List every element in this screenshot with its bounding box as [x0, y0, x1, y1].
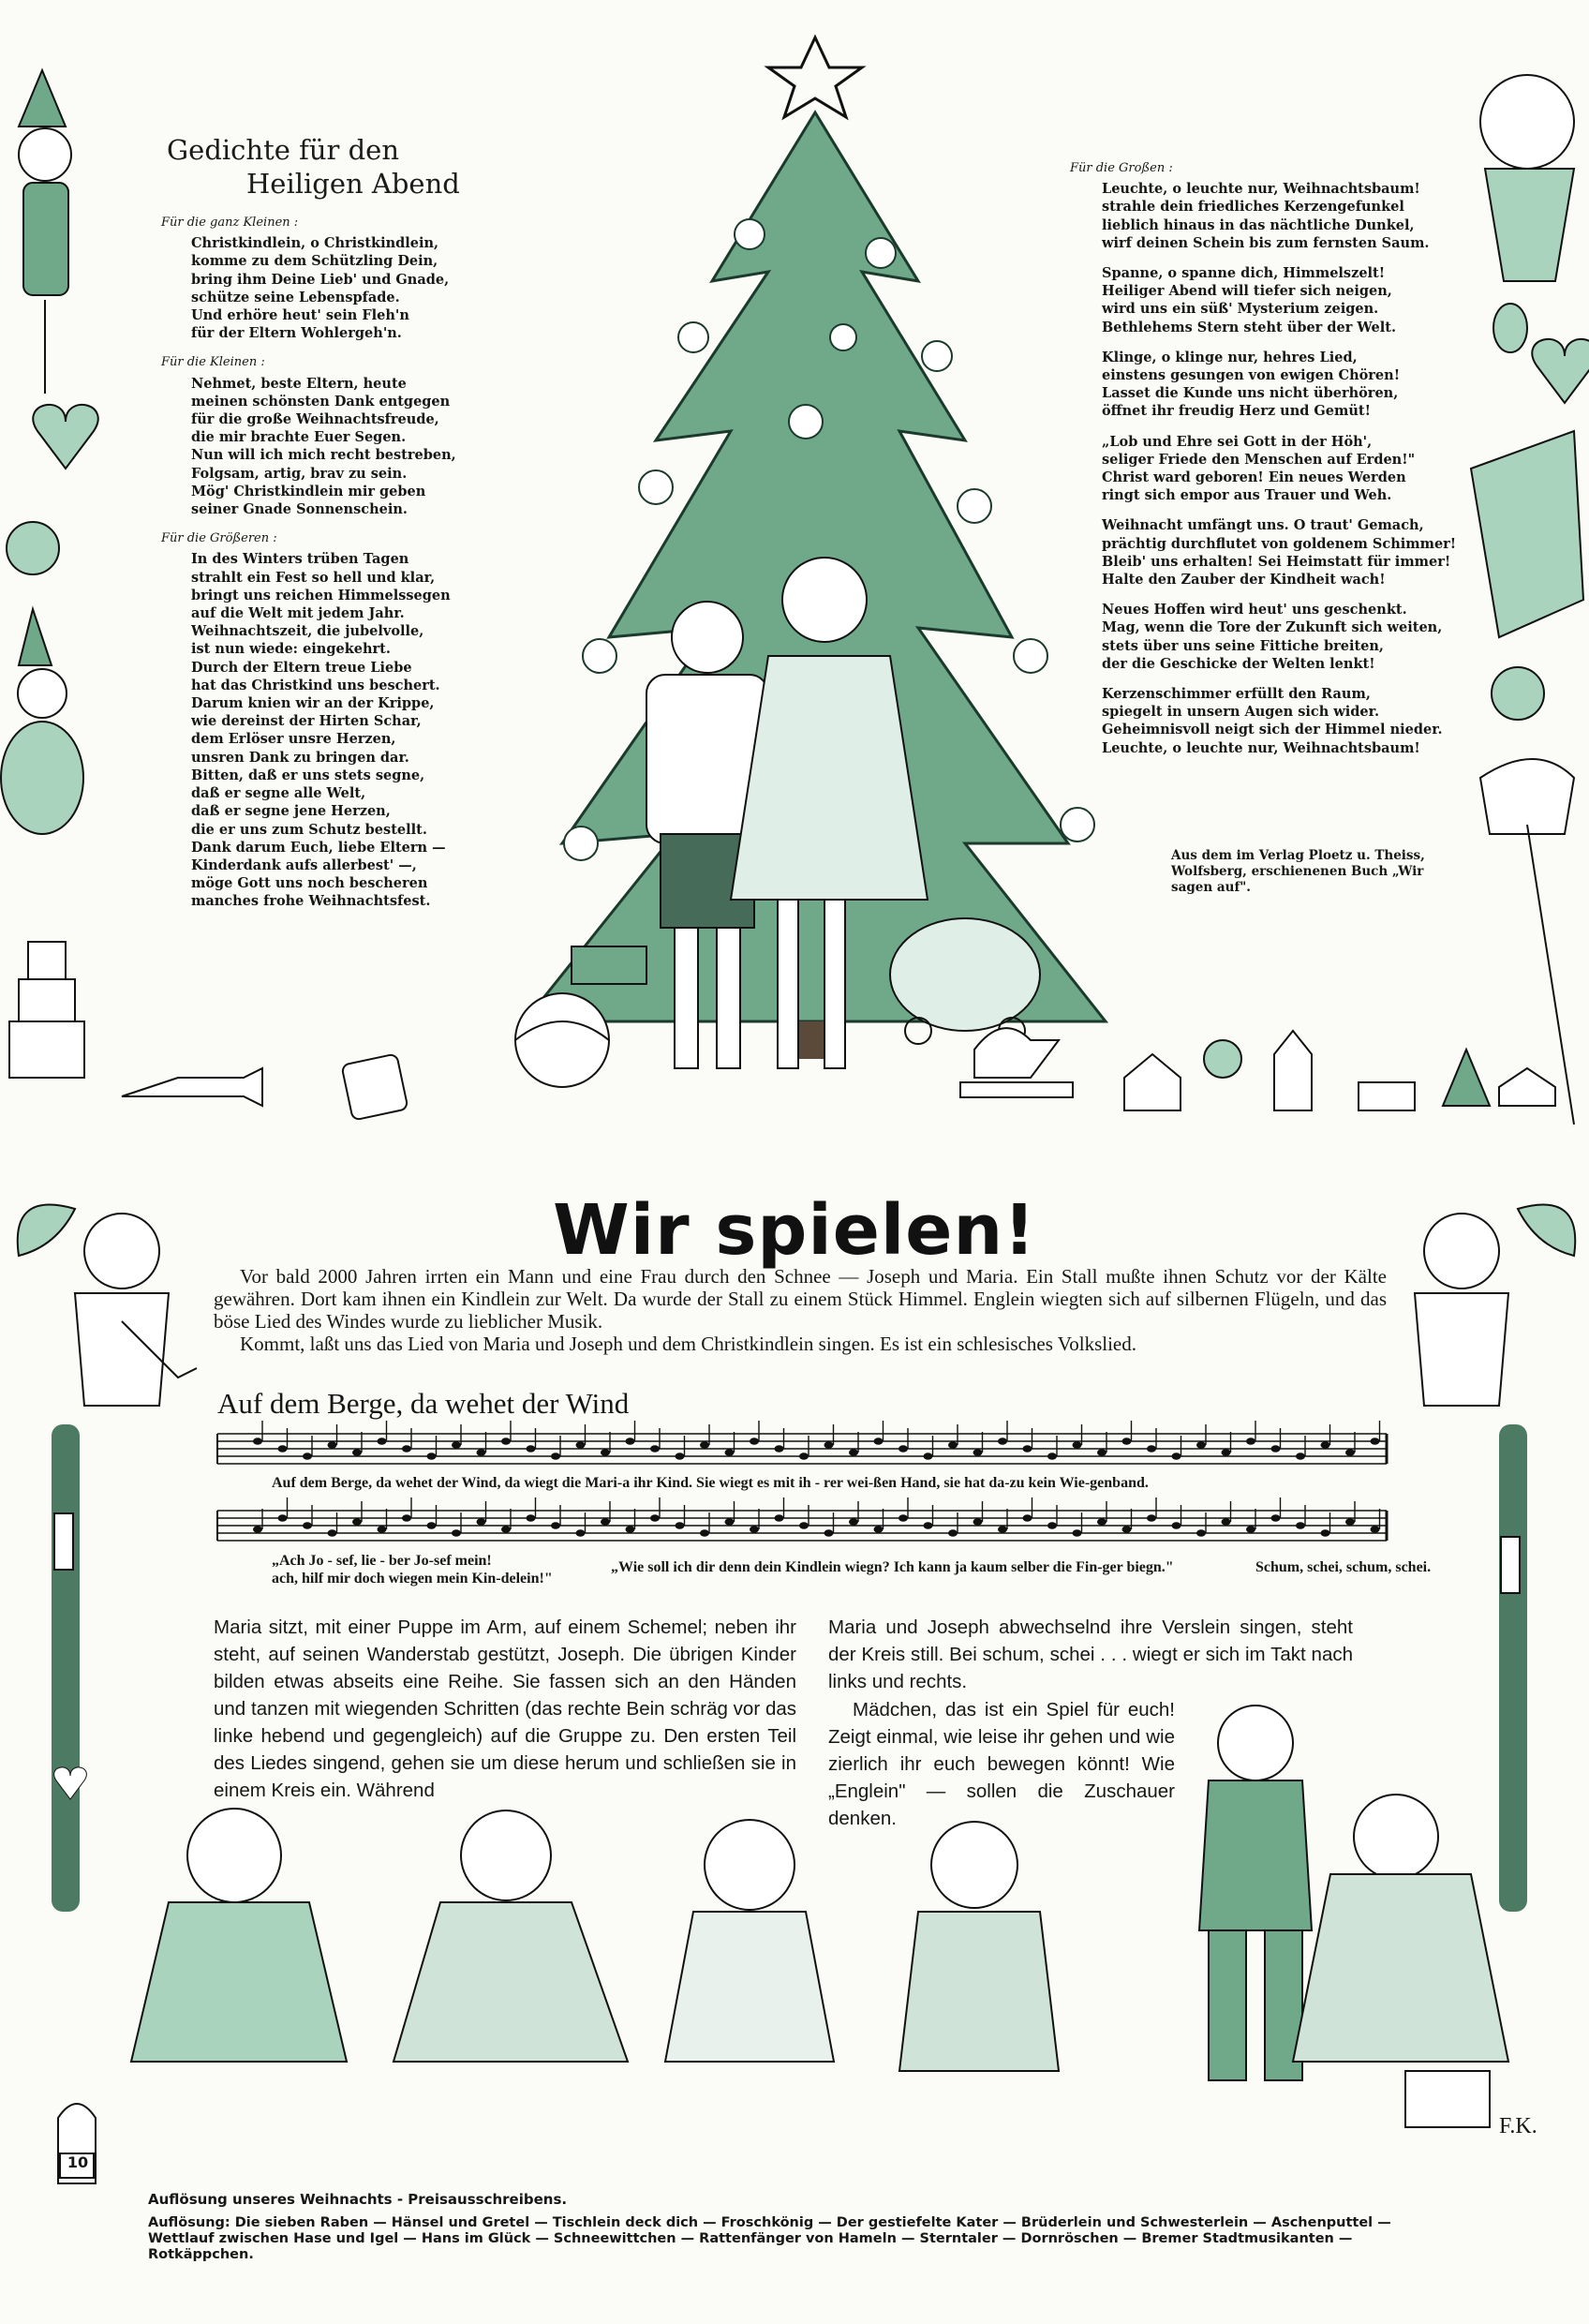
- note-head: [378, 1526, 387, 1533]
- note-head: [328, 1529, 337, 1537]
- note-head: [352, 1518, 362, 1526]
- note-head: [1196, 1529, 1206, 1537]
- solution-heading: Auflösung unseres Weihnachts - Preisausschreibens.: [148, 2191, 568, 2208]
- poems-title-line1: Gedichte für den: [167, 134, 400, 166]
- village-toys-illustration: [1124, 1031, 1555, 1110]
- note-head: [799, 1522, 809, 1529]
- christmas-tree-illustration: [525, 37, 1106, 1059]
- note-head: [750, 1438, 759, 1445]
- song-lyrics-line1: Auf dem Berge, da wehet der Wind, da wiegt die Mari-a ihr Kind. Sie wiegt es mit ih - rer wei-ßen Hand, sie hat da-zu kein Wie-genband.: [272, 1475, 1149, 1491]
- solution-text: Auflösung: Die sieben Raben — Hänsel und Gretel — Tischlein deck dich — Froschkönig — Der gestiefelte Kater — Brüderlein und Schwesterlein — Aschenputtel — Wettlauf zwischen Hase und Igel — Hans im Glück — Schneewittchen — Rattenfänger von Hameln — Sterntaler — Dornröschen — Bremer Stadtmusikanten — Rotkäppchen.: [148, 2215, 1391, 2262]
- note-head: [601, 1518, 610, 1526]
- poem-lines: Nehmet, beste Eltern, heute meinen schönsten Dank entgegen für die große Weihnachtsfreude, die mir brachte Euer Segen. Nun will ich mich recht bestreben, Folgsam, artig, brav zu sein. Mög' Christkindlein mir geben seiner Gnade Sonnenschein.: [191, 375, 456, 518]
- note-head: [924, 1522, 933, 1529]
- lyrics-maria-verse2: ach, hilf mir doch wiegen mein Kin-delein!": [272, 1571, 553, 1587]
- note-head: [874, 1438, 884, 1445]
- note-head: [477, 1449, 486, 1456]
- poems-left-column: [161, 214, 517, 922]
- note-head: [501, 1438, 511, 1445]
- poem-lines: Christkindlein, o Christkindlein, komme zu dem Schützling Dein, bring ihm Deine Lieb' und Gnade, schütze seine Lebenspfade. Und erhöre heut' sein Fleh'n für der Eltern Wohlergeh'n.: [191, 235, 450, 342]
- note-head: [352, 1449, 362, 1456]
- note-head: [849, 1518, 858, 1526]
- note-head: [1172, 1452, 1181, 1460]
- song-lyrics-refrain: Schum, schei, schum, schei.: [1255, 1559, 1432, 1575]
- note-head: [1023, 1514, 1032, 1522]
- poem-stanza: Neues Hoffen wird heut' uns geschenkt. Mag, wenn die Tore der Zukunft sich weiten, stets über uns seine Fittiche breiten, der die Geschicke der Welten lenkt!: [1102, 602, 1443, 672]
- game-instructions-left: Maria sitzt, mit einer Puppe im Arm, auf einem Schemel; neben ihr steht, auf seinen Wanderstab gestützt, Joseph. Die übrigen Kinder bilden etwas abseits eine Reihe. Sie fassen sich an den Händen und tanzen mit wiegenden Schritten (das rechte Bein schräg vor das linke hebend und gegengleich) auf die Gruppe zu. Den ersten Teil des Liedes singend, gehen sie um diese herum und schließen sie in einem Kreis ein. Während: [214, 1616, 796, 1801]
- note-head: [650, 1445, 660, 1452]
- note-head: [676, 1452, 685, 1460]
- garland-right: [1499, 1424, 1527, 1912]
- poem-header: Für die Größeren :: [161, 531, 277, 546]
- note-head: [1147, 1445, 1156, 1452]
- note-head: [452, 1441, 461, 1449]
- page-number: 10: [67, 2153, 89, 2171]
- note-head: [1047, 1522, 1057, 1529]
- note-head: [1296, 1522, 1305, 1529]
- note-head: [1222, 1449, 1231, 1456]
- note-head: [1073, 1441, 1082, 1449]
- note-head: [1296, 1452, 1305, 1460]
- note-head: [924, 1452, 933, 1460]
- poem-block: [161, 214, 517, 342]
- note-head: [725, 1449, 735, 1456]
- note-head: [328, 1441, 337, 1449]
- note-head: [1147, 1514, 1156, 1522]
- note-head: [1321, 1441, 1330, 1449]
- note-head: [799, 1452, 809, 1460]
- note-head: [1371, 1438, 1380, 1445]
- note-head: [1246, 1526, 1255, 1533]
- note-head: [973, 1518, 983, 1526]
- note-head: [725, 1518, 735, 1526]
- poem-block: [161, 529, 517, 910]
- poems-title: [167, 133, 504, 201]
- note-head: [551, 1522, 560, 1529]
- note-head: [1246, 1438, 1255, 1445]
- poem-stanza: Kerzenschimmer erfüllt den Raum, spiegelt in unsern Augen sich wider. Geheimnisvoll neigt sich der Himmel nieder. Leuchte, o leuchte nur, Weihnachtsbaum!: [1102, 686, 1443, 756]
- song-lyrics-joseph: „Wie soll ich dir denn dein Kindlein wiegn? Ich kann ja kaum selber die Fin-ger biegn.": [611, 1559, 1174, 1575]
- note-head: [278, 1514, 288, 1522]
- note-head: [775, 1514, 784, 1522]
- note-head: [898, 1445, 908, 1452]
- note-head: [576, 1441, 586, 1449]
- poems-title-line2: Heiligen Abend: [246, 168, 460, 200]
- intro-paragraph: Kommt, laßt uns das Lied von Maria und Joseph und dem Christkindlein singen. Es ist ein schlesisches Volkslied.: [240, 1333, 1136, 1355]
- note-head: [973, 1449, 983, 1456]
- note-head: [253, 1526, 262, 1533]
- note-head: [948, 1441, 958, 1449]
- game-headline: Wir spielen!: [553, 1190, 1036, 1271]
- note-head: [775, 1445, 784, 1452]
- note-head: [650, 1514, 660, 1522]
- note-head: [750, 1526, 759, 1533]
- note-head: [427, 1452, 437, 1460]
- garland-left: [52, 1424, 86, 1912]
- note-head: [1047, 1452, 1057, 1460]
- note-head: [452, 1529, 461, 1537]
- poem-stanza: Leuchte, o leuchte nur, Weihnachtsbaum! strahle dein friedliches Kerzengefunkel lieblich hinaus in das nächtliche Dunkel, wirf deinen Schein bis zum fernsten Saum.: [1102, 181, 1430, 251]
- note-head: [1345, 1518, 1355, 1526]
- note-head: [527, 1514, 536, 1522]
- note-head: [1271, 1514, 1281, 1522]
- song-title: Auf dem Berge, da wehet der Wind: [217, 1387, 630, 1420]
- right-border-decorations: [1471, 75, 1589, 1125]
- note-head: [849, 1449, 858, 1456]
- note-head: [278, 1445, 288, 1452]
- note-head: [1172, 1522, 1181, 1529]
- note-head: [824, 1529, 834, 1537]
- lyrics-maria-verse1: „Ach Jo - sef, lie - ber Jo-sef mein!: [272, 1553, 492, 1569]
- song-lyrics-maria: [272, 1552, 553, 1587]
- note-head: [601, 1449, 610, 1456]
- note-head: [1271, 1445, 1281, 1452]
- note-head: [576, 1529, 586, 1537]
- poem-header: Für die ganz Kleinen :: [161, 216, 299, 230]
- note-head: [1321, 1529, 1330, 1537]
- note-head: [551, 1452, 560, 1460]
- note-head: [700, 1441, 709, 1449]
- note-head: [898, 1514, 908, 1522]
- note-head: [378, 1438, 387, 1445]
- poem-stanza: „Lob und Ehre sei Gott in der Höh', seliger Friede den Menschen auf Erden!" Christ ward geboren! Ein neues Werden ringt sich empor aus Trauer und Weh.: [1102, 433, 1416, 504]
- note-head: [874, 1526, 884, 1533]
- note-head: [1371, 1526, 1380, 1533]
- poems-right-column: [1070, 159, 1463, 769]
- note-head: [1097, 1518, 1106, 1526]
- note-head: [1345, 1449, 1355, 1456]
- note-head: [501, 1526, 511, 1533]
- page-number-lantern-icon: [58, 2104, 96, 2183]
- poem-lines: In des Winters trüben Tagen strahlt ein Fest so hell und klar, bringt uns reichen Himmelssegen auf die Welt mit jedem Jahr. Weihnachtszeit, die jubelvolle, ist nun wiede: eingekehrt. Durch der Eltern treue Liebe hat das Christkind uns beschert. Darum knien wir an der Krippe, wie dereinst der Hirten Schar, dem Erlöser unsre Herzen, unsren Dank zu bringen dar. Bitten, daß er uns stets segne, daß er segne alle Welt, daß er segne jene Herzen, die er uns zum Schutz bestellt. Dank darum Euch, liebe Eltern — Kinderdank aufs allerbest' —, möge Gott uns noch bescheren manches frohe Weihnachtsfest.: [191, 551, 451, 910]
- note-head: [477, 1518, 486, 1526]
- poem-stanza: Klinge, o klinge nur, hehres Lied, einstens gesungen von ewigen Chören! Lasset die Kunde uns nicht überhören, öffnet ihr freudig Herz und Gemüt!: [1102, 349, 1401, 420]
- poem-block: [161, 353, 517, 518]
- game-instructions-right: Maria und Joseph abwechselnd ihre Verslein singen, steht der Kreis still. Bei schum, schei . . . wiegt er sich im Takt nach links und rechts.: [828, 1616, 1353, 1692]
- note-head: [998, 1438, 1007, 1445]
- note-head: [626, 1438, 635, 1445]
- note-head: [700, 1529, 709, 1537]
- note-head: [303, 1452, 312, 1460]
- note-head: [1222, 1518, 1231, 1526]
- note-head: [1073, 1529, 1082, 1537]
- note-head: [998, 1526, 1007, 1533]
- note-head: [427, 1522, 437, 1529]
- note-head: [1122, 1526, 1132, 1533]
- note-head: [1023, 1445, 1032, 1452]
- note-head: [253, 1438, 262, 1445]
- poem-stanza: Weihnacht umfängt uns. O traut' Gemach, prächtig durchflutet von goldenem Schimmer! Bleib' uns erhalten! Sei Heimstatt für immer! Halte den Zauber der Kindheit wach!: [1102, 517, 1457, 588]
- note-head: [1122, 1438, 1132, 1445]
- note-head: [1196, 1441, 1206, 1449]
- note-head: [824, 1441, 834, 1449]
- note-head: [303, 1522, 312, 1529]
- note-head: [948, 1529, 958, 1537]
- note-head: [626, 1526, 635, 1533]
- game-instructions-closing: Mädchen, das ist ein Spiel für euch! Zeigt einmal, wie leise ihr gehen und wie zierlich ihr euch bewegen könnt! Wie „Englein" — sollen die Zuschauer denken.: [828, 1699, 1175, 1829]
- artist-signature: F.K.: [1499, 2114, 1537, 2138]
- note-head: [402, 1514, 411, 1522]
- poem-header: Für die Kleinen :: [161, 355, 265, 370]
- note-head: [402, 1445, 411, 1452]
- poem-stanza: Spanne, o spanne dich, Himmelszelt! Heiliger Abend will tiefer sich neigen, wird uns ein süß' Mysterium zeigen. Bethlehems Stern steht über der Welt.: [1102, 265, 1397, 335]
- intro-paragraph: Vor bald 2000 Jahren irrten ein Mann und eine Frau durch den Schnee — Joseph und Maria. Ein Stall mußte ihnen Schutz vor der Kälte gewähren. Dort kam ihnen ein Kindlein zur Welt. Da wurde der Stall zu einem Stück Himmel. Englein wiegten sich auf silbernen Flügeln, und das böse Lied des Windes wurde zu lieblicher Musik.: [214, 1265, 1387, 1333]
- poem-header: Für die Großen :: [1070, 161, 1173, 175]
- source-note: Aus dem im Verlag Ploetz u. Theiss, Wolfsberg, erschienenen Buch „Wir sagen auf".: [1171, 848, 1425, 895]
- note-head: [527, 1445, 536, 1452]
- note-head: [1097, 1449, 1106, 1456]
- game-intro: [214, 1265, 1387, 1355]
- note-head: [676, 1522, 685, 1529]
